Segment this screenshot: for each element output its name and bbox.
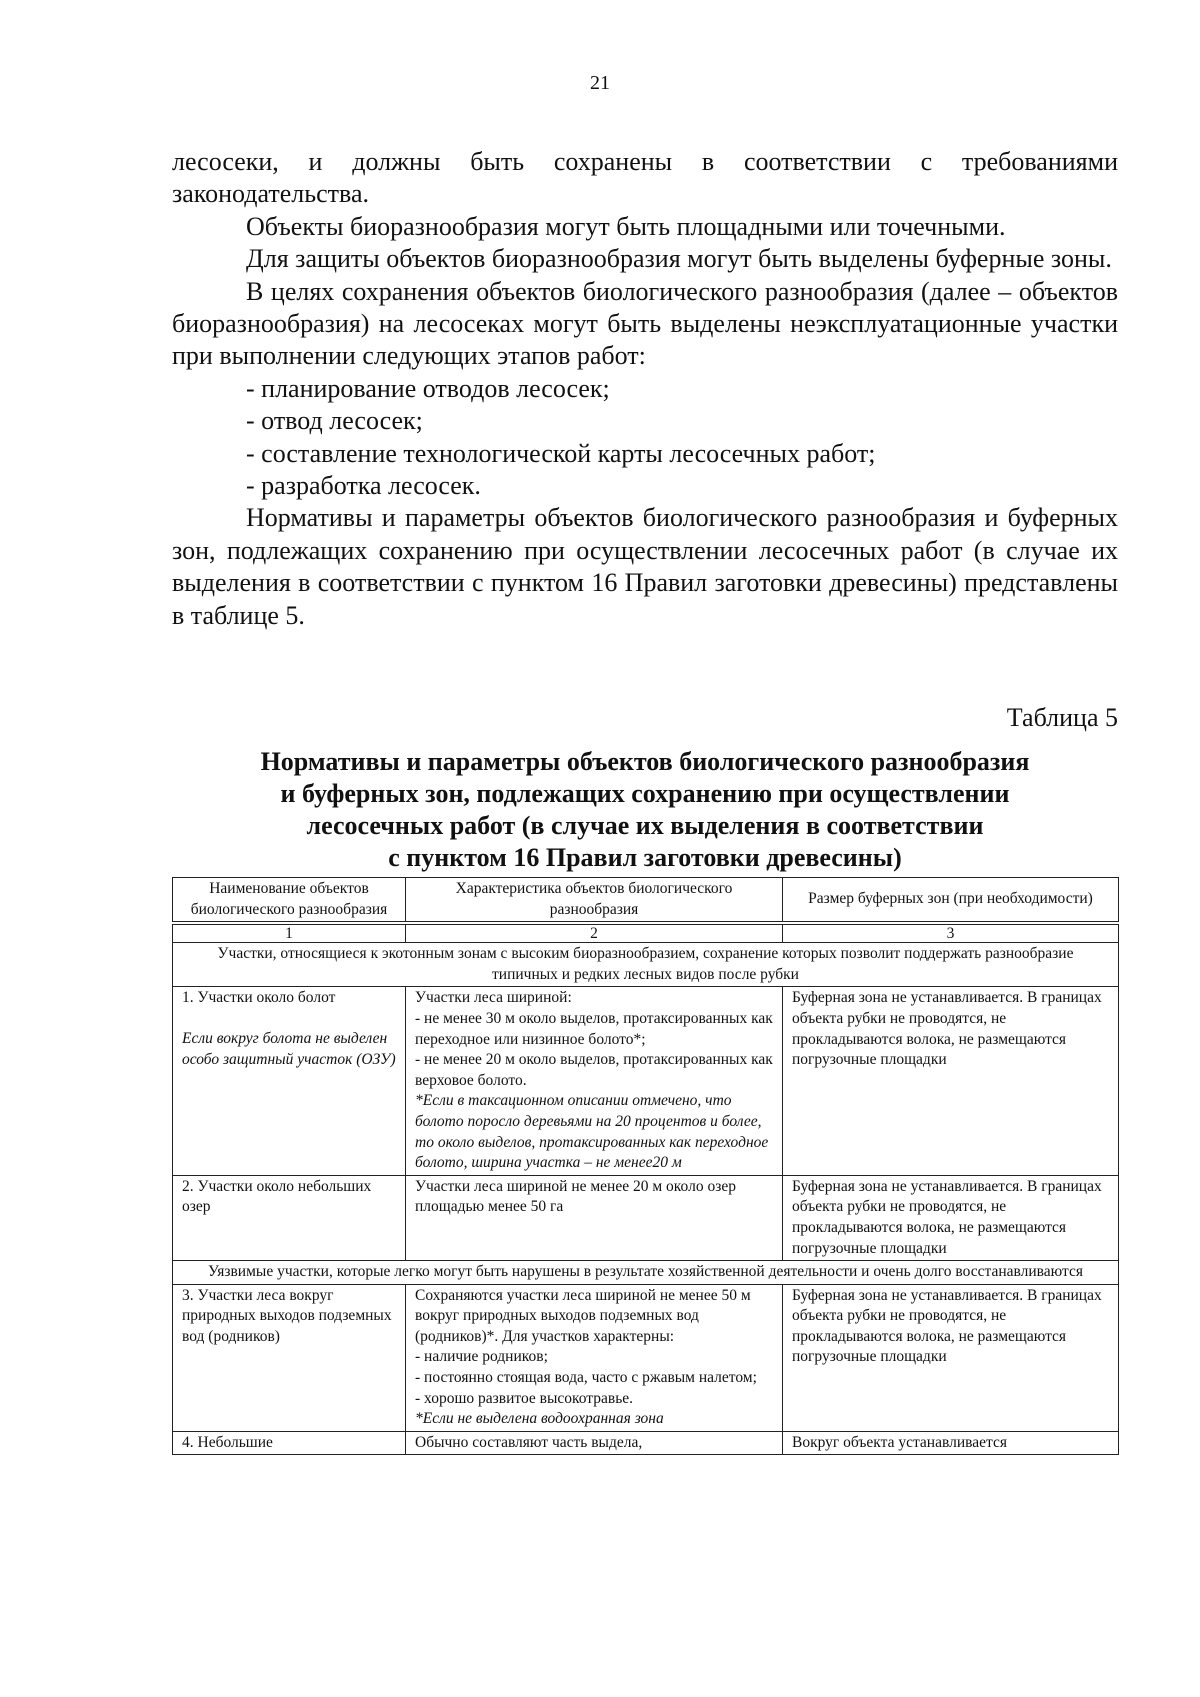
header-characteristics: Характеристика объектов биологического разнообразия xyxy=(406,878,783,922)
section-heading: Участки, относящиеся к экотонным зонам с высоким биоразнообразием, сохранение которых позволит поддержать разнообразие типичных и редких лесных видов после рубки xyxy=(173,943,1119,987)
header-object-name: Наименование объектов биологического разнообразия xyxy=(173,878,406,922)
object-name-cell: 2. Участки около небольших озер xyxy=(173,1175,406,1260)
body-text xyxy=(172,146,1118,632)
buffer-cell: Буферная зона не устанавливается. В границах объекта рубки не проводятся, не прокладываются волока, не размещаются погрузочные площадки xyxy=(783,987,1119,1175)
table-title-line: и буферных зон, подлежащих сохранению при осуществлении xyxy=(280,779,1010,808)
list-item-allotment: - отвод лесосек; xyxy=(246,406,423,436)
characteristics-bullet: - хорошо развитое высокотравье. xyxy=(415,1389,634,1407)
paragraph-buffer-zones: Для защиты объектов биоразнообразия могут быть выделены буферные зоны. xyxy=(246,244,1112,274)
characteristics-cell: Участки леса шириной не менее 20 м около озер площадью менее 50 га xyxy=(406,1175,783,1260)
object-name-cell: 3. Участки леса вокруг природных выходов подземных вод (родников) xyxy=(173,1284,406,1431)
list-item-tech-map: - составление технологической карты лесосечных работ; xyxy=(246,438,876,468)
object-name-cell xyxy=(173,987,406,1175)
buffer-cell: Буферная зона не устанавливается. В границах объекта рубки не проводятся, не прокладываются волока, не размещаются погрузочные площадки xyxy=(783,1175,1119,1260)
table-row xyxy=(173,1431,1119,1455)
table-title xyxy=(172,746,1118,874)
column-number-row xyxy=(173,925,1119,943)
object-name: 1. Участки около болот xyxy=(182,989,336,1007)
page-number: 21 xyxy=(590,72,610,94)
paragraph-conservation-goals: В целях сохранения объектов биологического разнообразия (далее – объектов биоразнообразия) на лесосеках могут быть выделены неэксплуатационные участки при выполнении следующих этапов работ: xyxy=(172,276,1118,371)
characteristics-bullet: - постоянно стоящая вода, часто с ржавым налетом; xyxy=(415,1369,757,1387)
section-row-ecotone xyxy=(173,943,1119,987)
paragraph-norms-reference: Нормативы и параметры объектов биологического разнообразия и буферных зон, подлежащих сохранению при осуществлении лесосечных работ (в случае их выделения в соответствии с пунктом 16 Правил заготовки древесины) представлены в таблице 5. xyxy=(172,503,1118,630)
table-row xyxy=(173,987,1119,1175)
characteristics-cell xyxy=(406,987,783,1175)
characteristics-cell xyxy=(406,1284,783,1431)
object-name-cell: 4. Небольшие xyxy=(173,1431,406,1455)
table-row xyxy=(173,1175,1119,1260)
column-number: 2 xyxy=(406,925,783,943)
column-number: 3 xyxy=(783,925,1119,943)
characteristics-text: - не менее 20 м около выделов, протаксированных как верховое болото. xyxy=(415,1051,773,1089)
header-buffer-size: Размер буферных зон (при необходимости) xyxy=(783,878,1119,922)
buffer-cell: Буферная зона не устанавливается. В границах объекта рубки не проводятся, не прокладываются волока, не размещаются погрузочные площадки xyxy=(783,1284,1119,1431)
section-heading: Уязвимые участки, которые легко могут быть нарушены в результате хозяйственной деятельности и очень долго восстанавливаются xyxy=(173,1261,1119,1285)
table-header-row xyxy=(173,878,1119,922)
characteristics-text: Сохраняются участки леса шириной не менее 50 м вокруг природных выходов подземных вод (родников)*. Для участков характерны: xyxy=(415,1286,751,1345)
buffer-cell: Вокруг объекта устанавливается xyxy=(783,1431,1119,1455)
table-title-line: Нормативы и параметры объектов биологического разнообразия xyxy=(260,747,1030,776)
characteristics-note: *Если не выделена водоохранная зона xyxy=(415,1410,664,1428)
characteristics-bullet: - наличие родников; xyxy=(415,1348,548,1366)
column-number: 1 xyxy=(173,925,406,943)
table-title-line: с пунктом 16 Правил заготовки древесины) xyxy=(388,843,902,872)
list-item-planning: - планирование отводов лесосек; xyxy=(246,373,610,403)
paragraph-continuation: лесосеки, и должны быть сохранены в соответствии с требованиями законодательства. xyxy=(172,147,1118,209)
table-title-line: лесосечных работ (в случае их выделения в соответствии xyxy=(306,811,984,840)
characteristics-text: Участки леса шириной: xyxy=(415,989,572,1007)
characteristics-text: - не менее 30 м около выделов, протаксированных как переходное или низинное болото*; xyxy=(415,1009,773,1048)
object-name-note: Если вокруг болота не выделен особо защитный участок (ОЗУ) xyxy=(182,1029,396,1068)
section-row-vulnerable xyxy=(173,1261,1119,1285)
table-row xyxy=(173,1284,1119,1431)
characteristics-cell: Обычно составляют часть выдела, xyxy=(406,1431,783,1455)
list-item-development: - разработка лесосек. xyxy=(246,471,481,501)
table-caption: Таблица 5 xyxy=(1006,703,1118,732)
norms-table xyxy=(172,877,1119,1455)
paragraph-biodiversity-objects: Объекты биоразнообразия могут быть площадными или точечными. xyxy=(246,211,1006,241)
characteristics-note: *Если в таксационном описании отмечено, что болото поросло деревьями на 20 процентов и более, то около выделов, протаксированных как переходное болото, ширина участка – не менее20 м xyxy=(415,1092,769,1172)
